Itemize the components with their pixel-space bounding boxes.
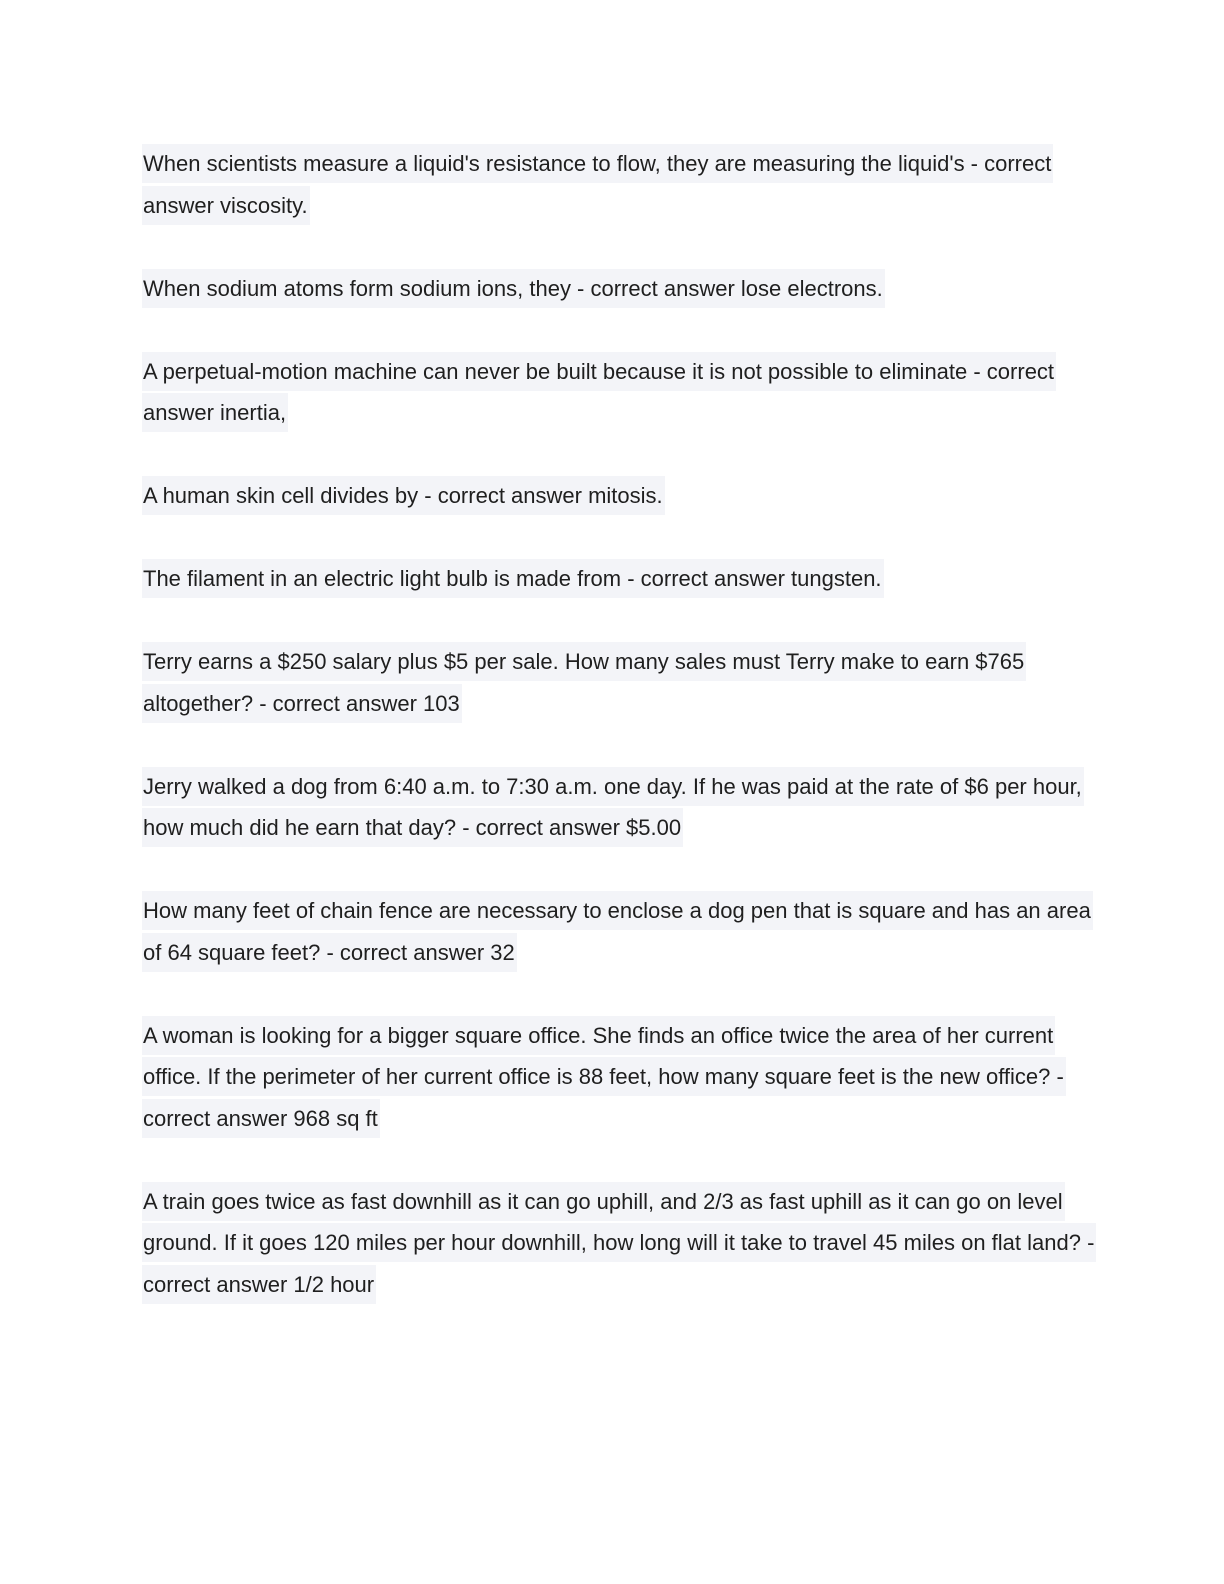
qa-item [142, 641, 1102, 724]
qa-item [142, 475, 1102, 517]
qa-text: Jerry walked a dog from 6:40 a.m. to 7:30 a.m. one day. If he was paid at the rate of $6 per hour, how much did he earn that day? - correct answer $5.00 [142, 767, 1084, 848]
qa-item [142, 143, 1102, 226]
question-answer-list [142, 143, 1102, 1347]
qa-text: How many feet of chain fence are necessary to enclose a dog pen that is square and has an area of 64 square feet? - correct answer 32 [142, 891, 1093, 972]
qa-item [142, 1181, 1102, 1306]
qa-text: The filament in an electric light bulb is made from - correct answer tungsten. [142, 559, 884, 598]
qa-text: A human skin cell divides by - correct answer mitosis. [142, 476, 665, 515]
qa-text: Terry earns a $250 salary plus $5 per sale. How many sales must Terry make to earn $765 altogether? - correct answer 103 [142, 642, 1026, 723]
qa-item [142, 351, 1102, 434]
qa-item [142, 558, 1102, 600]
qa-item [142, 766, 1102, 849]
qa-text: When sodium atoms form sodium ions, they - correct answer lose electrons. [142, 269, 885, 308]
qa-text: When scientists measure a liquid's resistance to flow, they are measuring the liquid's - correct answer viscosity. [142, 144, 1053, 225]
qa-text: A perpetual-motion machine can never be built because it is not possible to eliminate - correct answer inertia, [142, 352, 1056, 433]
qa-item [142, 890, 1102, 973]
qa-item [142, 1015, 1102, 1140]
qa-item [142, 268, 1102, 310]
qa-text: A woman is looking for a bigger square office. She finds an office twice the area of her current office. If the perimeter of her current office is 88 feet, how many square feet is the new office? - correct answer 968 sq ft [142, 1016, 1066, 1138]
qa-text: A train goes twice as fast downhill as it can go uphill, and 2/3 as fast uphill as it can go on level ground. If it goes 120 miles per hour downhill, how long will it take to travel 45 miles on flat land? - correct answer 1/2 hour [142, 1182, 1096, 1304]
